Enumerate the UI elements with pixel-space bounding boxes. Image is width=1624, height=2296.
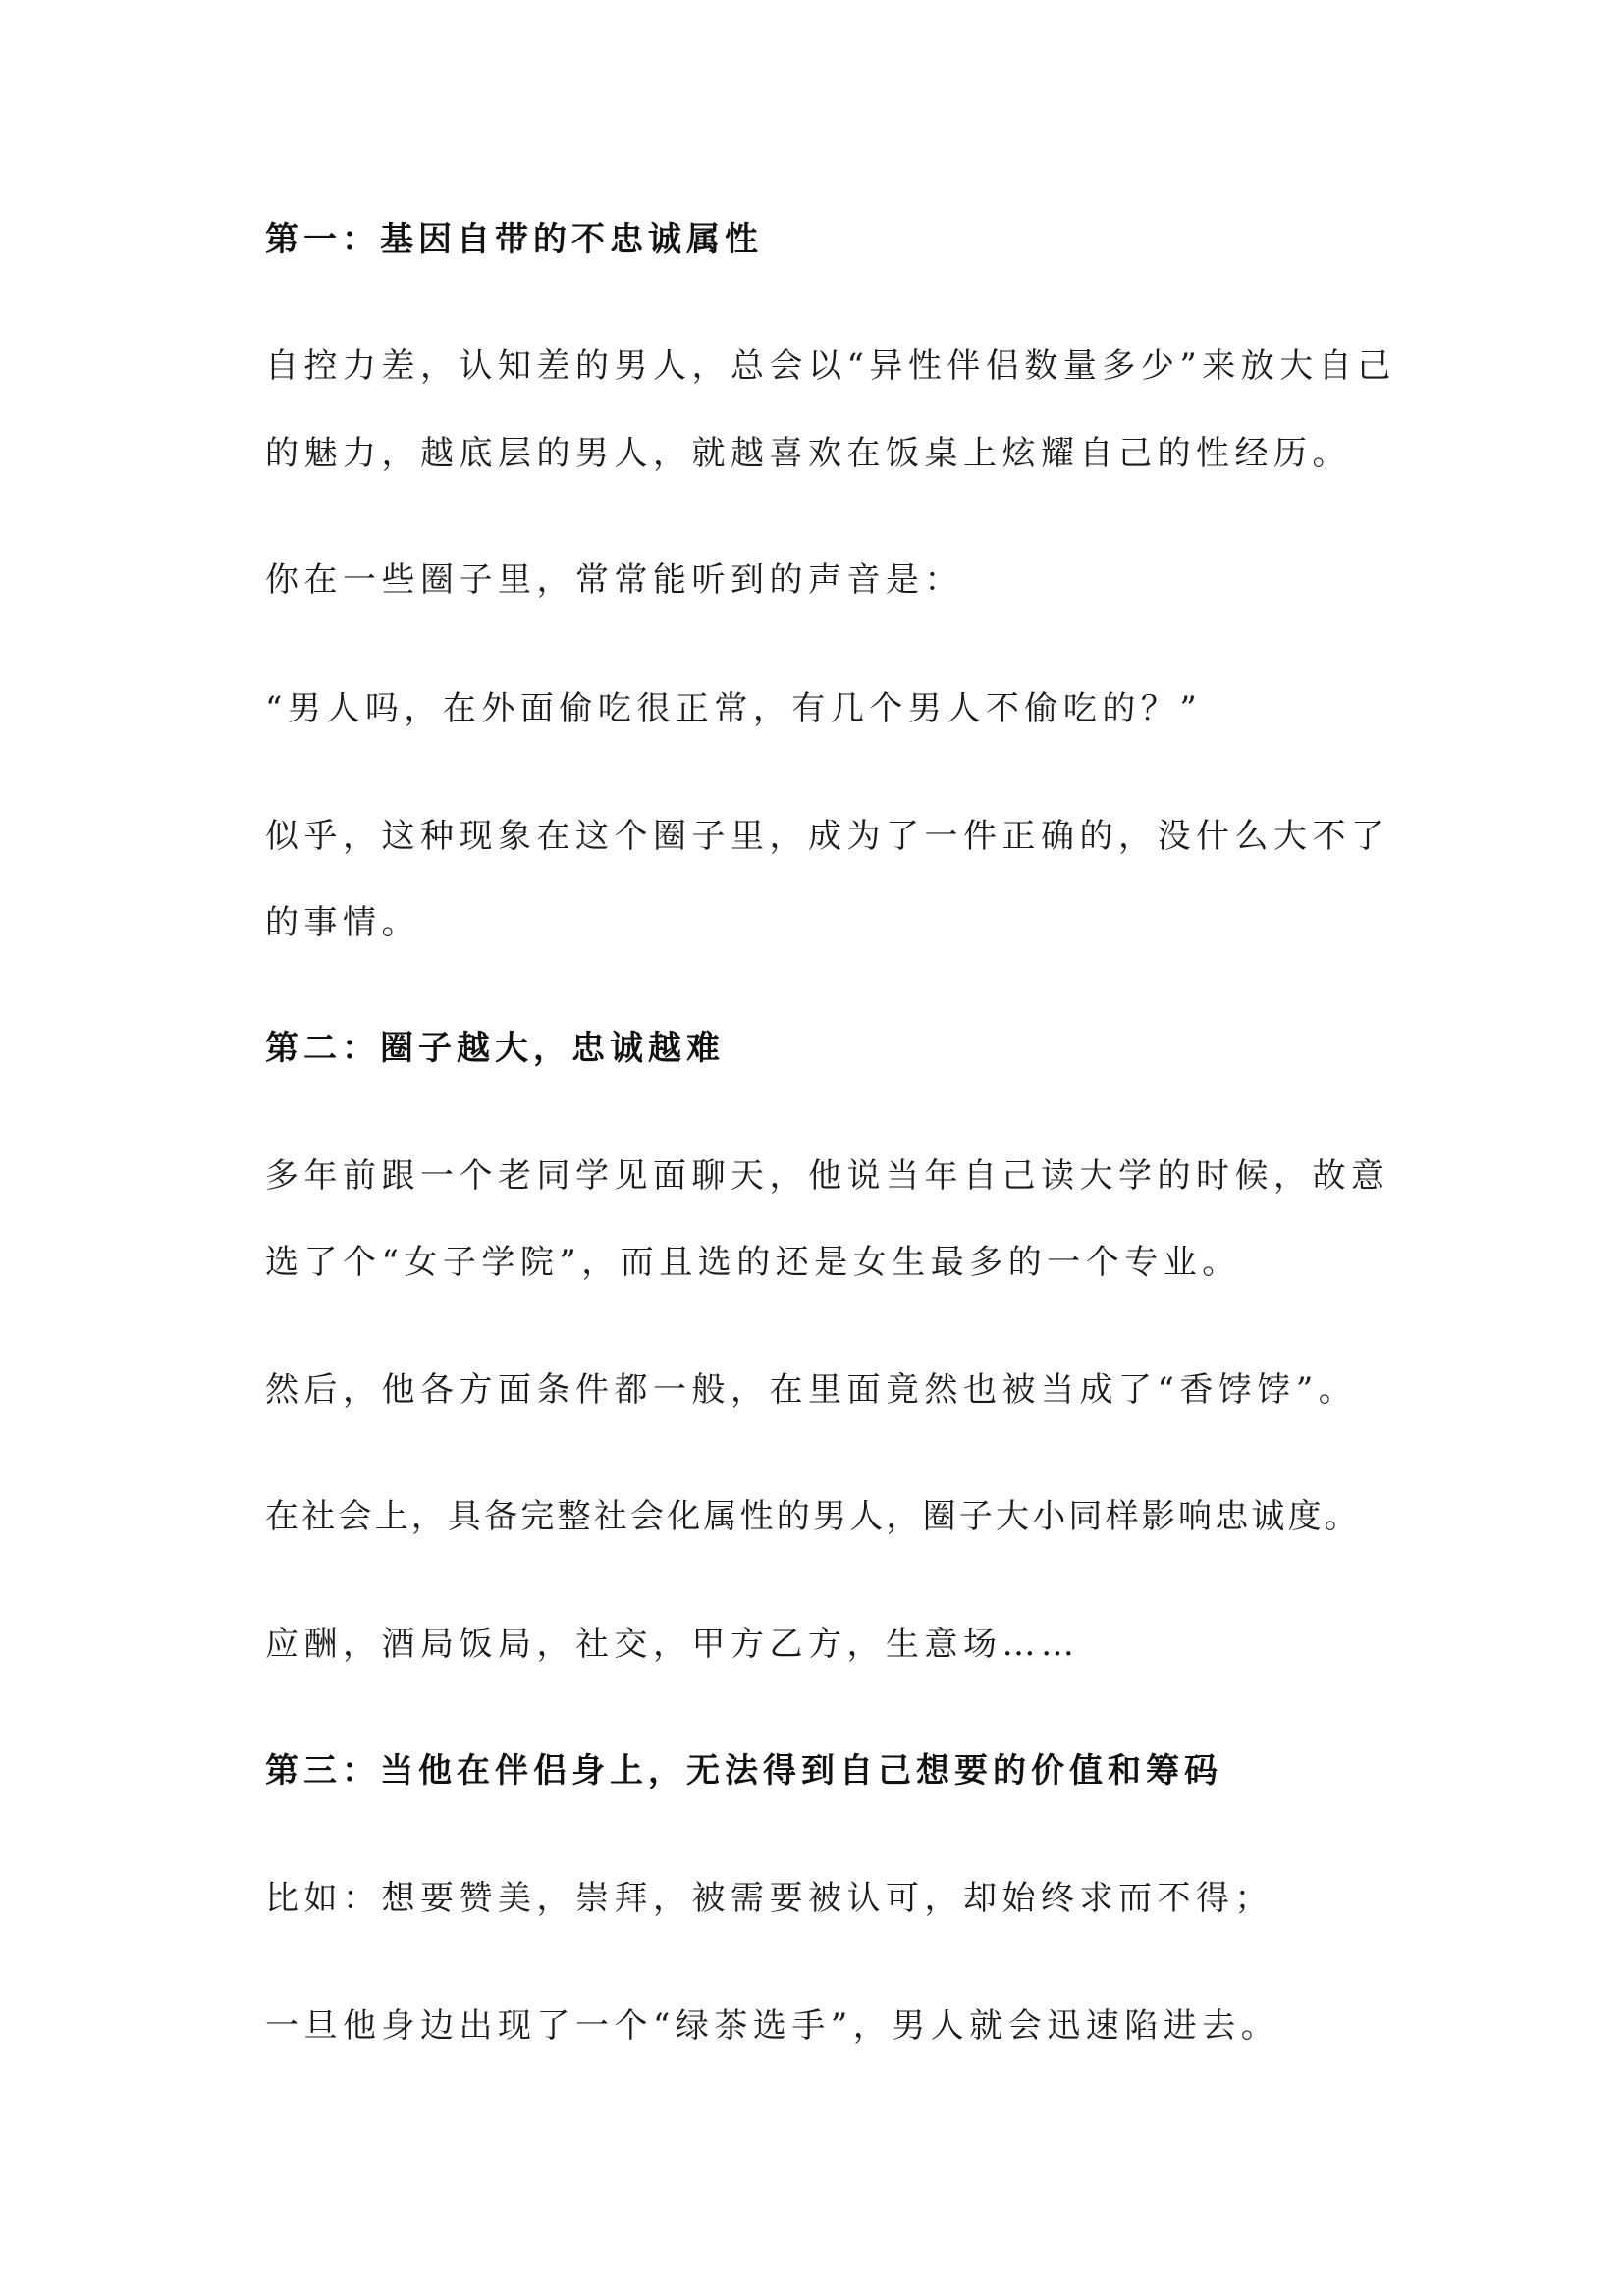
- paragraph-line: 似乎，这种现象在这个圈子里，成为了一件正确的，没什么大不了: [265, 817, 1390, 856]
- paragraph-line: 的魅力，越底层的男人，就越喜欢在饭桌上炫耀自己的性经历。: [265, 434, 1351, 473]
- paragraph-line: 然后，他各方面条件都一般，在里面竟然也被当成了“香饽饽”。: [265, 1370, 1358, 1410]
- paragraph-line: 多年前跟一个老同学见面聊天，他说当年自己读大学的时候，故意: [265, 1156, 1390, 1196]
- paragraph-line: 你在一些圈子里，常常能听到的声音是：: [265, 561, 963, 600]
- paragraph-line: 自控力差，认知差的男人，总会以“异性伴侣数量多少”来放大自己: [265, 347, 1396, 386]
- paragraph-line: 的事情。: [265, 903, 420, 942]
- paragraph-line: 在社会上，具备完整社会化属性的男人，圈子大小同样影响忠诚度。: [265, 1497, 1361, 1536]
- section-heading-2: 第二：圈子越大，忠诚越难: [265, 1029, 725, 1068]
- paragraph-line: 一旦他身边出现了一个“绿茶选手”，男人就会迅速陷进去。: [265, 2006, 1280, 2046]
- section-heading-1: 第一：基因自带的不忠诚属性: [265, 220, 763, 259]
- section-heading-3: 第三：当他在伴侣身上，无法得到自己想要的价值和筹码: [265, 1751, 1222, 1790]
- paragraph-line: 应酬，酒局饭局，社交，甲方乙方，生意场……: [265, 1625, 1080, 1664]
- paragraph-line: “男人吗，在外面偷吃很正常，有几个男人不偷吃的？”: [265, 689, 1203, 728]
- paragraph-line: 比如：想要赞美，崇拜，被需要被认可，却始终求而不得；: [265, 1879, 1273, 1918]
- paragraph-line: 选了个“女子学院”，而且选的还是女生最多的一个专业。: [265, 1243, 1241, 1282]
